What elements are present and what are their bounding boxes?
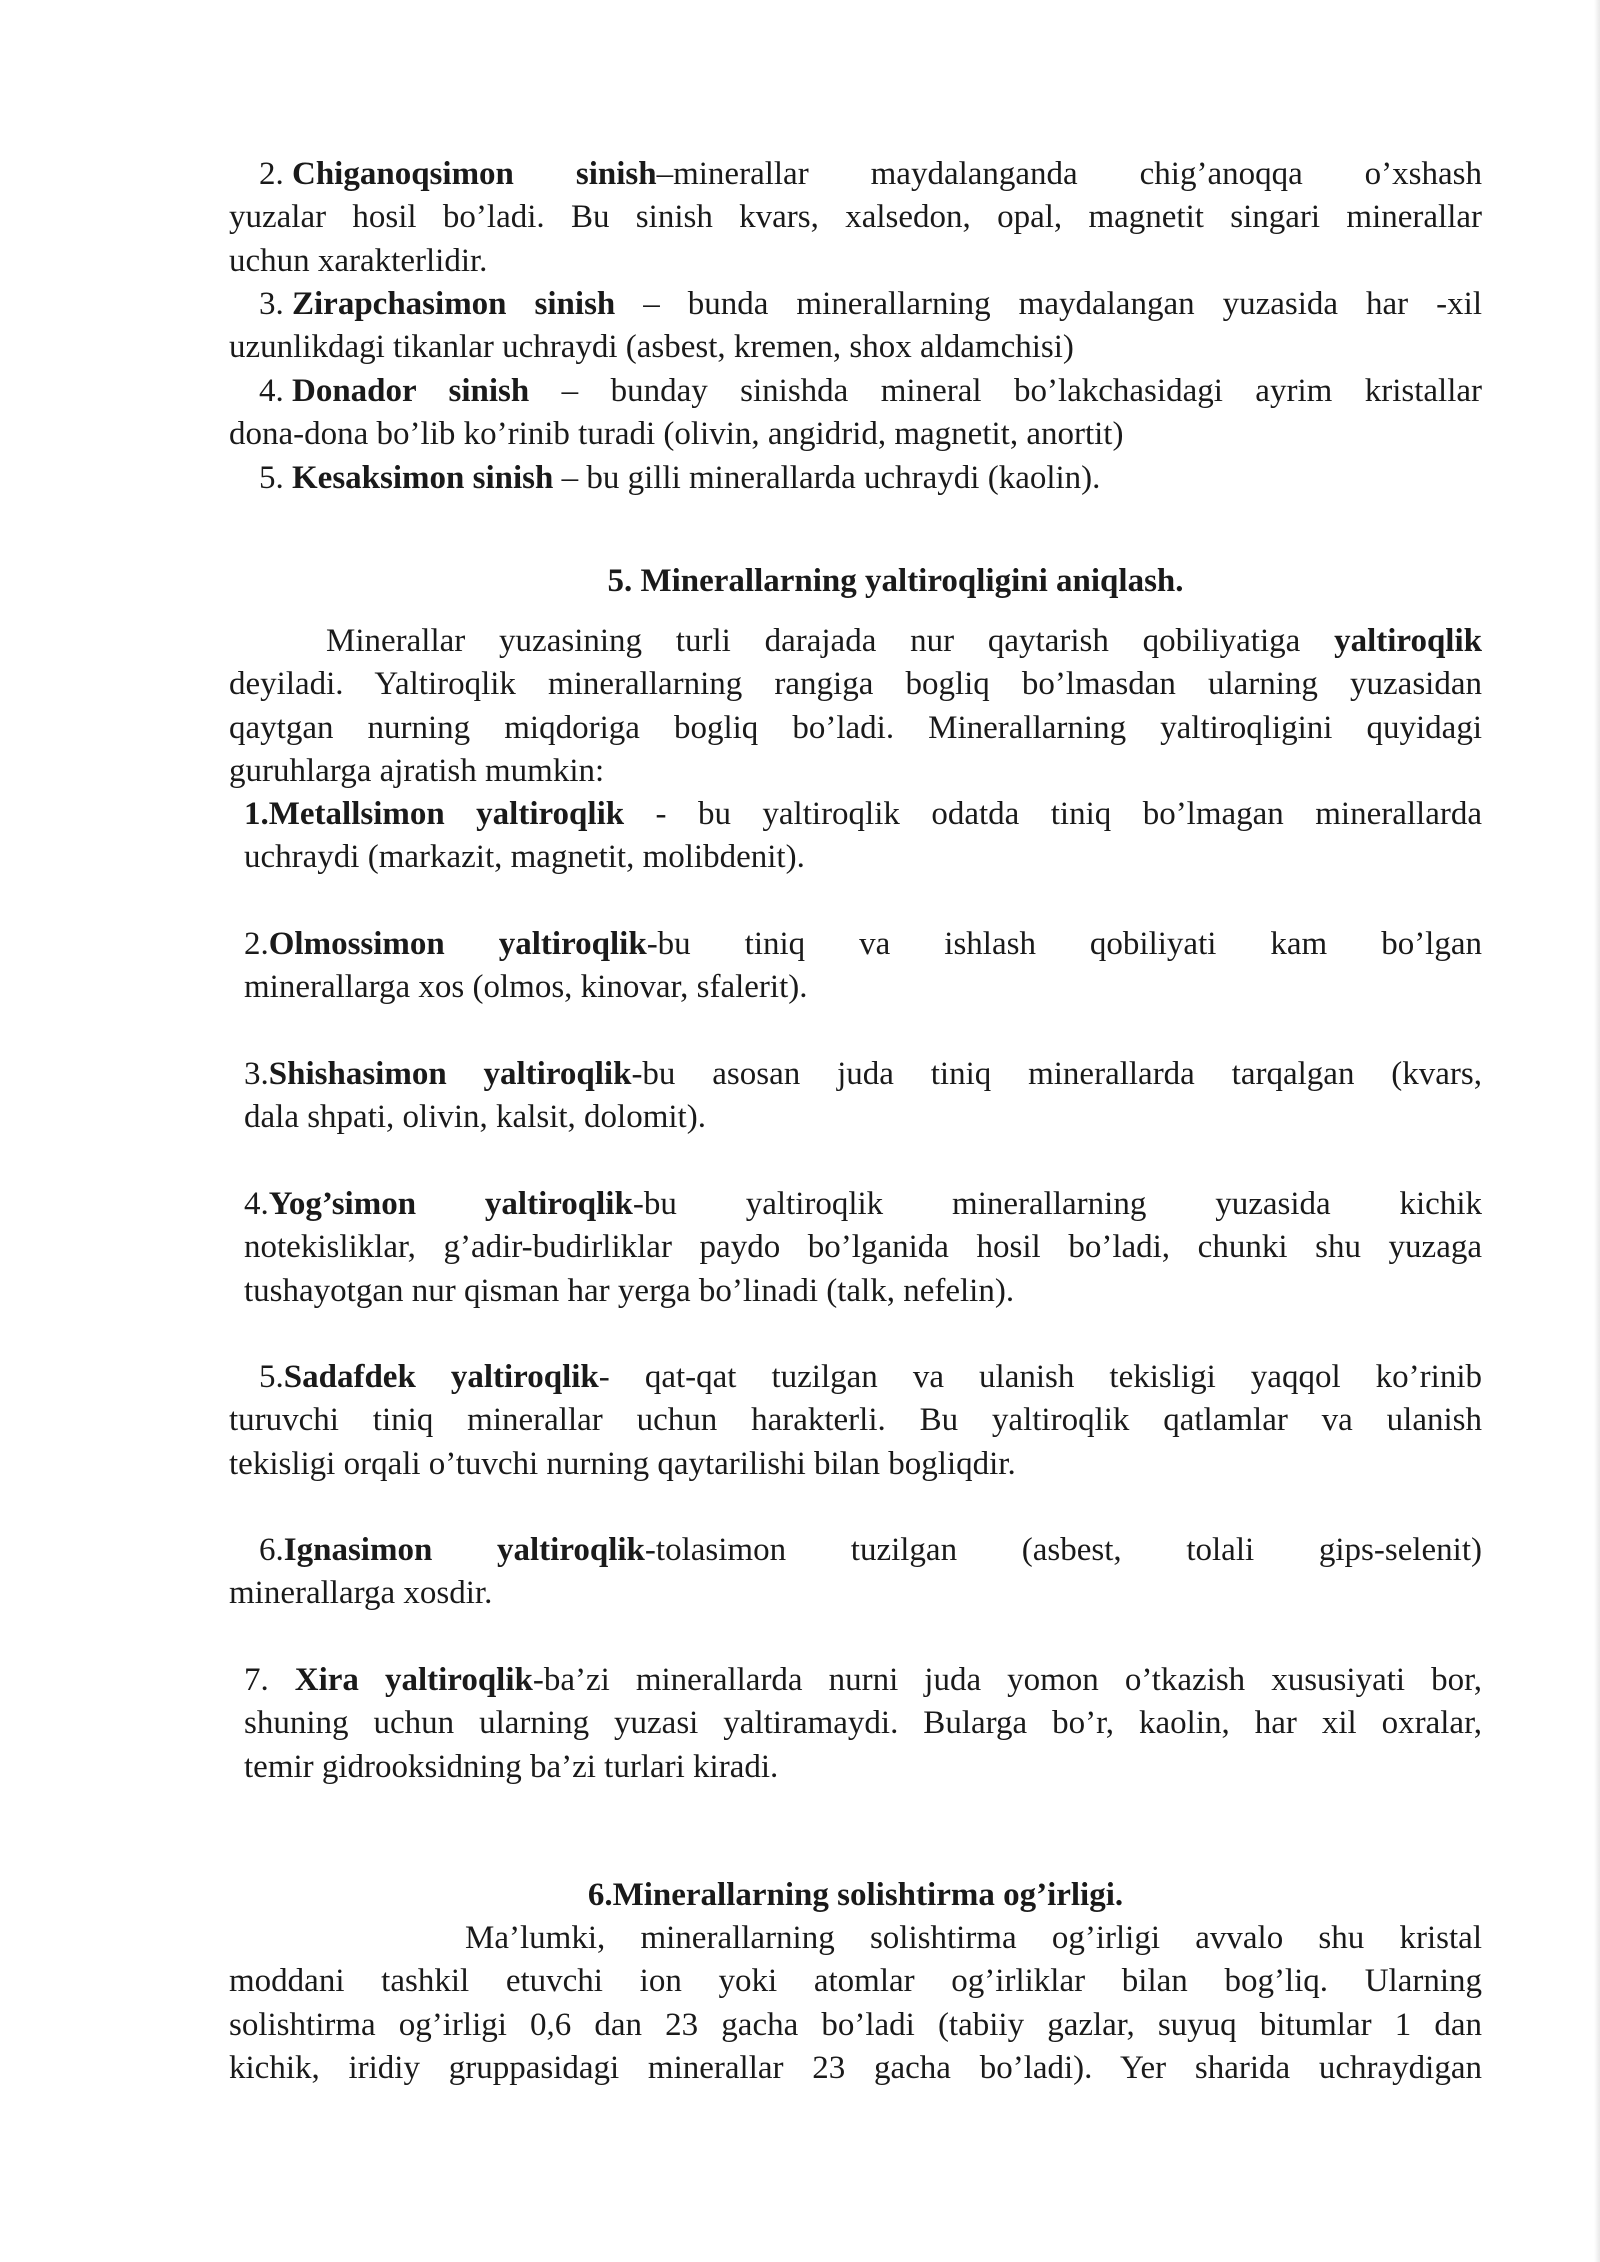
fracture-item-4 (229, 370, 1482, 457)
list-line (229, 1356, 1482, 1399)
item-text: -tolasimon tuzilgan (asbest, tolali gips-selenit) (644, 1532, 1482, 1568)
list-line (244, 1053, 1482, 1096)
section6-paragraph (229, 1917, 1482, 2091)
list-line: uchraydi (markazit, magnetit, molibdenit). (244, 839, 805, 876)
luster-item-4 (244, 1183, 1482, 1313)
luster-item-2 (244, 923, 1482, 1010)
list-line: minerallarga xos (olmos, kinovar, sfalerit). (244, 969, 808, 1006)
item-number: 4. (244, 1186, 269, 1222)
luster-item-7 (244, 1659, 1482, 1789)
list-line: temir gidrooksidning ba’zi turlari kiradi. (244, 1748, 779, 1785)
list-line: shuning uchun ularning yuzasi yaltiramaydi. Bularga bo’r, kaolin, har xil oxralar, (244, 1705, 1482, 1742)
item-number: 4. (259, 373, 284, 409)
item-term: Chiganoqsimon sinish (292, 156, 657, 192)
paragraph-line: Ma’lumki, minerallarning solishtirma og’irligi avvalo shu kristal (465, 1920, 1482, 1956)
page-edge-shadow (1594, 0, 1600, 2262)
list-line: uchun xarakterlidir. (229, 242, 488, 279)
item-term: Zirapchasimon sinish (292, 286, 616, 322)
paragraph-line: kichik, iridiy gruppasidagi minerallar 23 gacha bo’ladi). Yer sharida uchraydigan (229, 2050, 1482, 2087)
paragraph-line: moddani tashkil etuvchi ion yoki atomlar og’irliklar bilan bog’liq. Ularning (229, 1963, 1482, 2000)
paragraph-line: guruhlarga ajratish mumkin: (229, 753, 605, 790)
item-text: –minerallar maydalanganda chig’anoqqa o’xshash (656, 156, 1483, 192)
fracture-item-5 (229, 457, 1482, 500)
list-line (229, 1529, 1482, 1572)
section-heading: 6.Minerallarning solishtirma og’irligi. (587, 1877, 1124, 1913)
paragraph-line: deyiladi. Yaltiroqlik minerallarning rangiga bogliq bo’lmasdan ularning yuzasidan (229, 666, 1482, 703)
paragraph-line: solishtirma og’irligi 0,6 dan 23 gacha bo’ladi (tabiiy gazlar, suyuq bitumlar 1 dan (229, 2006, 1482, 2043)
list-line (229, 370, 1482, 413)
item-term: Donador sinish (292, 373, 530, 409)
list-line: tushayotgan nur qisman har yerga bo’linadi (talk, nefelin). (244, 1272, 1015, 1309)
luster-item-1 (244, 793, 1482, 880)
item-term: Kesaksimon sinish (292, 460, 554, 496)
key-term: yaltiroqlik (1334, 623, 1482, 659)
paragraph-text: Minerallar yuzasining turli darajada nur qaytarish qobiliyatiga (326, 623, 1335, 659)
fracture-item-2 (229, 153, 1482, 283)
item-text: -ba’zi minerallarda nurni juda yomon o’tkazish xususiyati bor, (532, 1662, 1482, 1698)
item-number: 3. (244, 1056, 269, 1092)
fracture-item-3 (229, 283, 1482, 370)
list-line (229, 153, 1482, 196)
section5-intro-paragraph (229, 620, 1482, 794)
list-line: minerallarga xosdir. (229, 1575, 493, 1612)
list-line: turuvchi tiniq minerallar uchun harakterli. Bu yaltiroqlik qatlamlar va ulanish (229, 1402, 1482, 1439)
paragraph-line: qaytgan nurning miqdoriga bogliq bo’ladi. Minerallarning yaltiroqligini quyidagi (229, 709, 1482, 746)
list-line: dona-dona bo’lib ko’rinib turadi (olivin, angidrid, magnetit, anortit) (229, 416, 1124, 453)
item-text: -bu asosan juda tiniq minerallarda tarqalgan (kvars, (631, 1056, 1483, 1092)
list-line: yuzalar hosil bo’ladi. Bu sinish kvars, xalsedon, opal, magnetit singari minerallar (229, 199, 1482, 236)
item-term: Metallsimon yaltiroqlik (268, 796, 625, 832)
list-line: dala shpati, olivin, kalsit, dolomit). (244, 1099, 706, 1136)
item-number: 1. (244, 796, 269, 832)
item-number: 5. (259, 460, 284, 496)
item-number: 2. (259, 156, 284, 192)
item-text: - bu yaltiroqlik odatda tiniq bo’lmagan minerallarda (624, 796, 1482, 832)
item-text: – bunday sinishda mineral bo’lakchasidagi ayrim kristallar (529, 373, 1482, 409)
list-line (244, 793, 1482, 836)
item-term: Xira yaltiroqlik (294, 1662, 533, 1698)
paragraph-line (229, 620, 1482, 663)
list-line (229, 283, 1482, 326)
list-line (229, 457, 1482, 500)
item-number: 6. (259, 1532, 284, 1568)
list-line: notekisliklar, g’adir-budirliklar paydo bo’lganida hosil bo’ladi, chunki shu yuzaga (244, 1229, 1482, 1266)
item-text: -bu tiniq va ishlash qobiliyati kam bo’lgan (646, 926, 1482, 962)
luster-item-3 (244, 1053, 1482, 1140)
item-term: Yog’simon yaltiroqlik (268, 1186, 633, 1222)
item-text: -bu yaltiroqlik minerallarning yuzasida kichik (632, 1186, 1482, 1222)
item-term: Shishasimon yaltiroqlik (268, 1056, 632, 1092)
section-heading: 5. Minerallarning yaltiroqligini aniqlash. (607, 563, 1184, 599)
item-text: – bunda minerallarning maydalangan yuzasida har -xil (615, 286, 1482, 322)
item-number: 3. (259, 286, 284, 322)
item-term: Olmossimon yaltiroqlik (268, 926, 647, 962)
list-line (244, 1183, 1482, 1226)
item-number: 7. (244, 1662, 295, 1698)
list-line (244, 923, 1482, 966)
list-line: uzunlikdagi tikanlar uchraydi (asbest, kremen, shox aldamchisi) (229, 329, 1074, 366)
item-term: Sadafdek yaltiroqlik (283, 1359, 599, 1395)
list-line (244, 1659, 1482, 1702)
item-text: - qat-qat tuzilgan va ulanish tekisligi yaqqol ko’rinib (598, 1359, 1482, 1395)
item-text: – bu gilli minerallarda uchraydi (kaolin). (553, 460, 1101, 496)
item-term: Ignasimon yaltiroqlik (283, 1532, 645, 1568)
item-number: 5. (259, 1359, 284, 1395)
item-number: 2. (244, 926, 269, 962)
list-line: tekisligi orqali o’tuvchi nurning qaytarilishi bilan bogliqdir. (229, 1445, 1016, 1482)
luster-item-5 (229, 1356, 1482, 1486)
luster-item-6 (229, 1529, 1482, 1616)
